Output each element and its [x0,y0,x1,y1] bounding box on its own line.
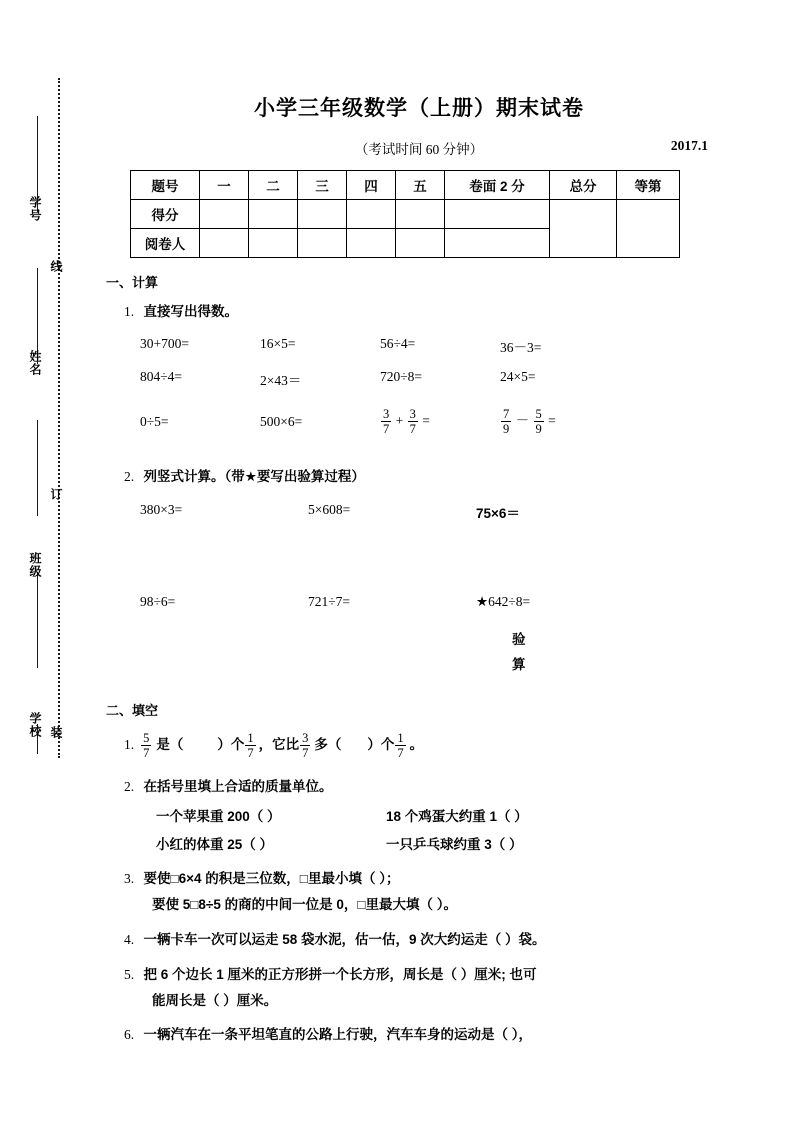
score-cell-1-3[interactable] [298,200,347,229]
verify-char-2: 算 [512,656,526,672]
question-1-2-text: 列竖式计算。（带★要写出验算过程） [143,468,365,484]
margin-label-student-id: 学号 [28,196,42,222]
score-cell-2-2[interactable] [249,229,298,258]
vcalc-item-2-1: 98÷6= [140,593,176,609]
score-cell-grade[interactable] [617,200,680,258]
question-2-1-number: 1. [124,737,135,753]
exam-date: 2017.1 [670,138,708,153]
arithmetic-row-3 [96,403,742,441]
question-2-1-text-5: ）个 [367,737,395,753]
table-row-score [131,200,680,229]
binding-rule-3 [37,420,38,516]
question-2-3-line-2[interactable]: 要使 5□8÷5 的商的中间一位是 0，□里最大填（ ）。 [152,897,458,913]
score-header-5: 五 [396,171,445,200]
page-title: 小学三年级数学（上册）期末试卷 [254,97,584,120]
score-row-label-score: 得分 [131,200,200,229]
arithmetic-row-1 [96,336,742,356]
verify-label-block [96,628,742,678]
score-header-1: 一 [200,171,249,200]
vertical-calc-row-2 [96,594,742,610]
verify-stack [512,628,526,678]
question-1-2-prompt [96,467,742,488]
score-cell-1-5[interactable] [396,200,445,229]
arith-item-3-1: 0÷5= [140,413,169,429]
margin-label-student-name: 姓名 [28,350,42,376]
score-header-2: 二 [249,171,298,200]
margin-label-school: 学校 [28,712,42,738]
fraction-1-7-a: $\frac{1}{7}$ [247,730,254,761]
section-heading-calculation: 一、计算 [106,275,159,290]
question-1-1-number: 1. [124,304,135,319]
mass-unit-row-2 [96,833,742,853]
arith-item-2-2: 2×43＝ [260,372,302,388]
score-cell-1-4[interactable] [347,200,396,229]
arith-item-2-3: 720÷8= [380,368,423,384]
score-header-3: 三 [298,171,347,200]
arith-item-1-4: 36－3= [500,339,542,355]
arith-item-2-4: 24×5= [500,368,536,384]
question-2-3 [96,869,742,890]
question-2-1 [96,731,742,761]
fraction-3-7-b: $\frac{3}{7}$ [409,407,416,437]
score-cell-1-1[interactable] [200,200,249,229]
score-cell-2-3[interactable] [298,229,347,258]
question-2-6 [96,1025,742,1046]
question-2-5-line-1[interactable]: 把 6 个边长 1 厘米的正方形拼一个长方形，周长是（ ）厘米; 也可 [143,966,537,982]
arith-item-1-3: 56÷4= [380,335,416,351]
vcalc-item-1-2: 5×608= [308,501,351,517]
mass-unit-item-3[interactable]: 小红的体重 25（ ） [156,837,274,853]
equals-sign-b: = [548,413,556,429]
question-2-1-text-2: ）个 [217,737,245,753]
score-table-wrapper [96,170,742,258]
question-2-2-text: 在括号里填上合适的质量单位。 [143,778,333,794]
vcalc-item-2-3: ★642÷8= [476,593,531,609]
fraction-3-7-c: $\frac{3}{7}$ [302,730,309,761]
question-2-5-number: 5. [124,966,135,982]
question-1-1-prompt [96,302,742,323]
vcalc-item-2-2: 721÷7= [308,593,351,609]
arith-item-3-2: 500×6= [260,413,303,429]
margin-label-line-char: 线 [49,260,63,273]
score-header-4: 四 [347,171,396,200]
arith-item-3-3 [380,407,500,437]
question-2-4-number: 4. [124,931,135,947]
question-2-3-line-1[interactable]: 要使□6×4 的积是三位数，□里最小填（ ）； [143,871,400,887]
question-1-2-number: 2. [124,468,135,484]
question-2-2-prompt [96,777,742,798]
question-2-1-text-1: 是（ [156,737,184,753]
operator-plus: + [395,413,404,429]
binding-dotted-line [58,78,60,758]
equals-sign-a: = [422,413,430,429]
question-2-4 [96,930,742,951]
question-2-3-number: 3. [124,871,135,887]
score-header-grade: 等第 [617,171,680,200]
score-header-presentation: 卷面 2 分 [445,171,550,200]
margin-label-bind-char: 订 [49,488,63,501]
question-2-4-text[interactable]: 一辆卡车一次可以运走 58 袋水泥，估一估，9 次大约运走（ ）袋。 [143,931,546,947]
score-table [130,170,680,258]
binding-rule-4 [37,572,38,668]
score-cell-1-2[interactable] [249,200,298,229]
score-cell-2-1[interactable] [200,229,249,258]
binding-margin [0,0,92,1122]
mass-unit-row-1 [96,805,742,825]
question-1-1-text: 直接写出得数。 [143,304,238,319]
question-2-1-text-6: 。 [409,737,424,753]
score-cell-2-4[interactable] [347,229,396,258]
fraction-1-7-b: $\frac{1}{7}$ [397,730,404,761]
question-2-1-text-4: 多（ [314,737,342,753]
margin-label-class: 班级 [28,552,42,578]
table-row-header [131,171,680,200]
score-row-label-marker: 阅卷人 [131,229,200,258]
mass-unit-item-2[interactable]: 18 个鸡蛋大约重 1（ ） [386,809,528,825]
question-2-6-number: 6. [124,1027,135,1043]
arith-item-2-1: 804÷4= [140,368,183,384]
exam-duration: （考试时间 60 分钟） [354,142,484,157]
question-2-6-text[interactable]: 一辆汽车在一条平坦笔直的公路上行驶，汽车车身的运动是（ ）， [143,1027,532,1043]
section-heading-fill-blank: 二、填空 [106,702,159,718]
question-2-2-number: 2. [124,778,135,794]
page-body [96,0,742,1046]
arith-item-3-4 [500,407,620,437]
vertical-calc-row-1 [96,502,742,522]
score-cell-1-presentation[interactable] [445,200,550,229]
margin-label-pack-char: 装 [49,726,63,739]
fraction-5-7: $\frac{5}{7}$ [143,730,150,761]
verify-char-1: 验 [512,631,526,647]
mass-unit-item-4[interactable]: 一只乒乓球约重 3（ ） [386,837,523,853]
mass-unit-item-1[interactable]: 一个苹果重 200（ ） [156,809,281,825]
score-header-question-no: 题号 [131,171,200,200]
arith-item-1-2: 16×5= [260,335,296,351]
score-cell-2-presentation[interactable] [445,229,550,258]
score-header-total: 总分 [550,171,617,200]
operator-minus: － [515,413,530,429]
score-cell-2-5[interactable] [396,229,445,258]
arith-item-1-1: 30+700= [140,335,189,351]
question-2-5-line-2[interactable]: 能周长是（ ）厘米。 [152,992,278,1008]
question-2-1-text-3: ，它比 [258,737,300,753]
question-2-5 [96,965,742,986]
vcalc-item-1-3: 75×6＝ [476,505,520,521]
score-cell-total[interactable] [550,200,617,258]
vcalc-item-1-1: 380×3= [140,501,183,517]
arithmetic-row-2 [96,369,742,389]
fraction-7-9: $\frac{7}{9}$ [503,407,510,437]
fraction-3-7-a: $\frac{3}{7}$ [383,407,390,437]
answer-space-1 [96,522,742,580]
subtitle-row [96,138,742,158]
fraction-5-9: $\frac{5}{9}$ [535,407,542,437]
